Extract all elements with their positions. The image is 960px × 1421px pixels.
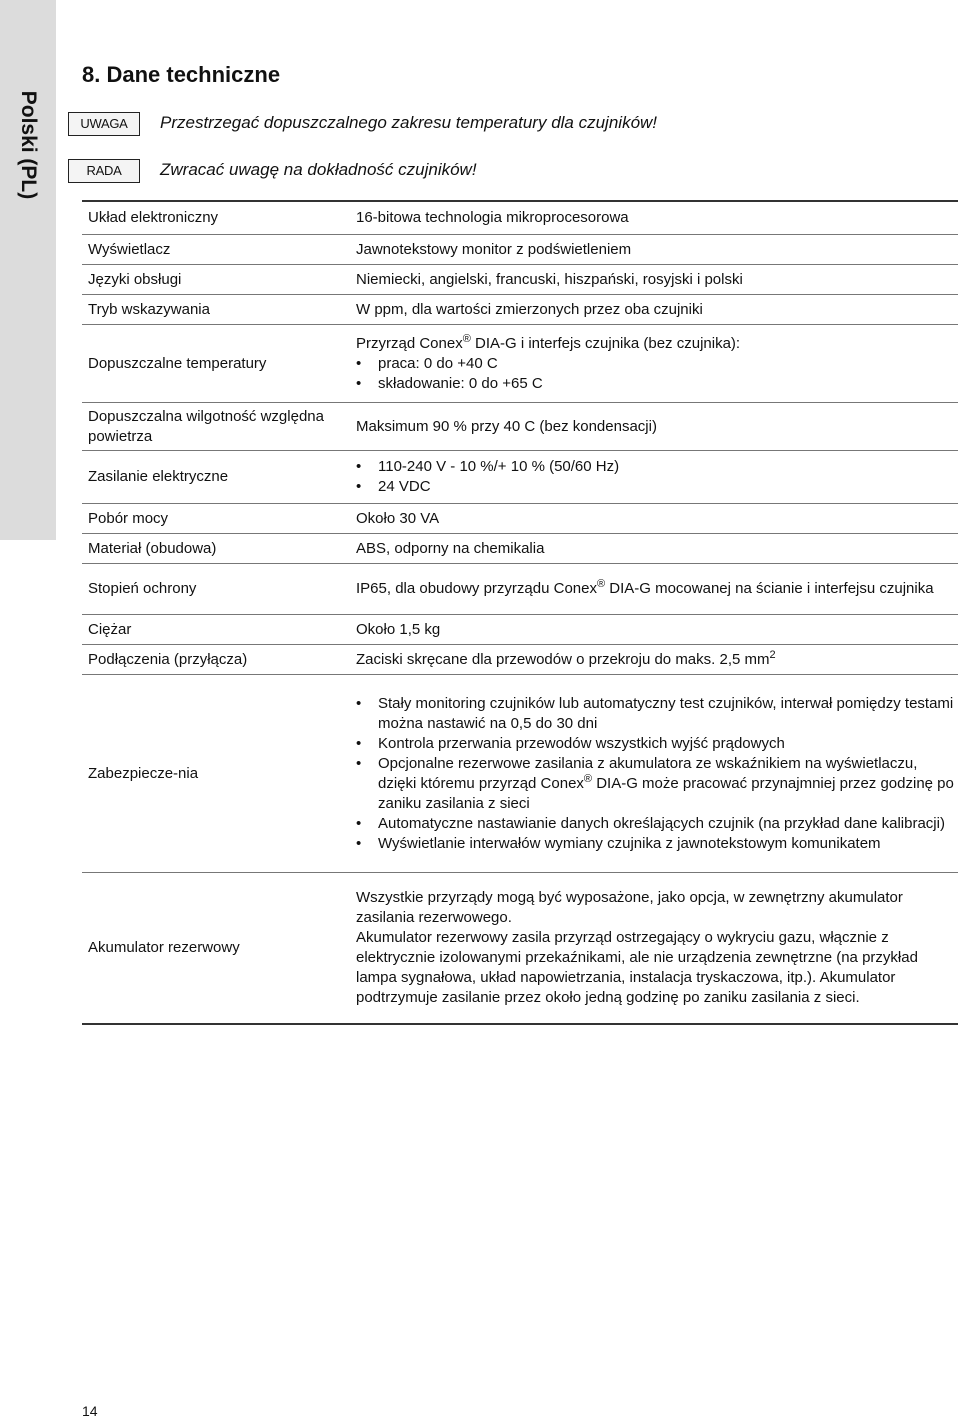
temperature-intro-text: Przyrząd Conex [356,334,463,352]
spec-value: Jawnotekstowy monitor z podświetleniem [356,240,632,258]
spec-value [350,694,958,854]
spec-label: Stopień ochrony [88,580,197,597]
list-item [356,754,958,814]
spec-row-safety [82,674,958,872]
battery-item-text: Opcjonalne rezerwowe zasilania z akumulatora ze wskaźnikiem na wyświetlaczu, dzięki któremu przyrząd Conex [378,754,918,792]
spec-label: Języki obsługi [88,270,182,288]
superscript: 2 [769,648,776,661]
spec-label: Wyświetlacz [88,240,171,258]
spec-label: Zabezpiecze-nia [88,764,199,782]
spec-value [350,579,958,599]
list-item: • Kontrola przerwania przewodów wszystkich wyjść prądowych [356,734,958,754]
spec-row-electronics [82,202,958,234]
spec-value [350,650,958,670]
spec-value [350,888,958,1008]
list-item: • 24 VDC [356,477,958,497]
spec-label: Zasilanie elektryczne [88,468,229,485]
backup-paragraph: Akumulator rezerwowy zasila przyrząd ostrzegający o wykryciu gazu, włącznie z elektrycznie izolowanymi przekaźnikami, ale nie urządzenia zewnętrzne (na przykład lampa sygnałowa, układ napowietrzania, instalacja tryskaczowa, itp.). Akumulator podtrzymuje zasilanie przez około jedną godzinę po zaniku zasilania z sieci. [356,929,918,1006]
spec-row-display-mode [82,294,958,324]
spec-label: Dopuszczalna wilgotność względna powietrza [88,407,324,445]
list-item: • Wyświetlanie interwałów wymiany czujnika z jawnotekstowym komunikatem [356,834,958,854]
protection-text: IP65, dla obudowy przyrządu Conex [356,580,597,597]
list-item: • Stały monitoring czujników lub automatyczny test czujników, interwał pomiędzy testami można nastawić na 0,5 do 30 dni [356,694,958,734]
battery-item-suffix: DIA-G może pracować przynajmniej przez godzinę po zaniku zasilania z sieci [378,774,954,812]
spec-row-material [82,533,958,563]
spec-label: Dopuszczalne temperatury [88,354,267,372]
temperature-list [356,354,958,394]
list-item: • Automatyczne nastawianie danych określających czujnik (na przykład dane kalibracji) [356,814,958,834]
temperature-intro-suffix: DIA-G i interfejs czujnika (bez czujnika): [470,334,741,352]
tip-badge: RADA [68,159,140,183]
language-tab-label: Polski (PL) [17,90,40,200]
spec-label: Pobór mocy [88,509,169,527]
spec-value: 16-bitowa technologia mikroprocesorowa [356,209,629,226]
spec-value: Maksimum 90 % przy 40 C (bez kondensacji) [356,417,657,435]
spec-row-weight [82,614,958,644]
spec-row-connections [82,644,958,674]
list-item: • składowanie: 0 do +65 C [356,374,958,394]
spec-row-backup-battery [82,872,958,1023]
registered-mark: ® [462,332,471,345]
temperature-intro [356,334,958,354]
spec-row-consumption [82,503,958,533]
spec-label: Akumulator rezerwowy [88,939,240,956]
spec-row-protection-class [82,563,958,614]
power-supply-list [356,457,958,497]
list-item: • 110-240 V - 10 %/+ 10 % (50/60 Hz) [356,457,958,477]
connections-text: Zaciski skręcane dla przewodów o przekroju do maks. 2,5 mm [356,650,770,668]
spec-row-display [82,234,958,264]
spec-value: ABS, odporny na chemikalia [356,539,545,557]
list-item: • praca: 0 do +40 C [356,354,958,374]
spec-label: Tryb wskazywania [88,300,210,318]
spec-label: Materiał (obudowa) [88,539,217,557]
backup-paragraph: Wszystkie przyrządy mogą być wyposażone, jako opcja, w zewnętrzny akumulator zasilania rezerwowego. [356,889,903,926]
registered-mark: ® [596,578,606,590]
spec-label: Ciężar [88,620,132,638]
tip-text: Zwracać uwagę na dokładność czujników! [160,160,477,179]
section-title: 8. Dane techniczne [82,62,281,87]
registered-mark: ® [583,772,593,785]
protection-suffix: DIA-G mocowanej na ścianie i interfejsu czujnika [605,580,934,597]
spec-value: W ppm, dla wartości zmierzonych przez oba czujniki [356,300,703,318]
spec-row-power-supply [82,450,958,503]
spec-label: Podłączenia (przyłącza) [88,650,248,668]
spec-value: Niemiecki, angielski, francuski, hiszpański, rosyjski i polski [356,270,743,288]
safety-list [356,694,958,854]
spec-row-languages [82,264,958,294]
language-side-tab [0,0,56,540]
spec-label: Układ elektroniczny [88,209,219,226]
spec-row-temperature [82,324,958,402]
warning-badge: UWAGA [68,112,140,136]
warning-text: Przestrzegać dopuszczalnego zakresu temperatury dla czujników! [160,113,658,132]
spec-value: Około 1,5 kg [356,620,441,638]
page-number: 14 [82,1403,98,1419]
spec-row-humidity [82,402,958,450]
spec-value [350,457,958,497]
spec-value [350,334,958,394]
spec-value: Około 30 VA [356,509,440,527]
technical-specs-table [82,200,958,1025]
